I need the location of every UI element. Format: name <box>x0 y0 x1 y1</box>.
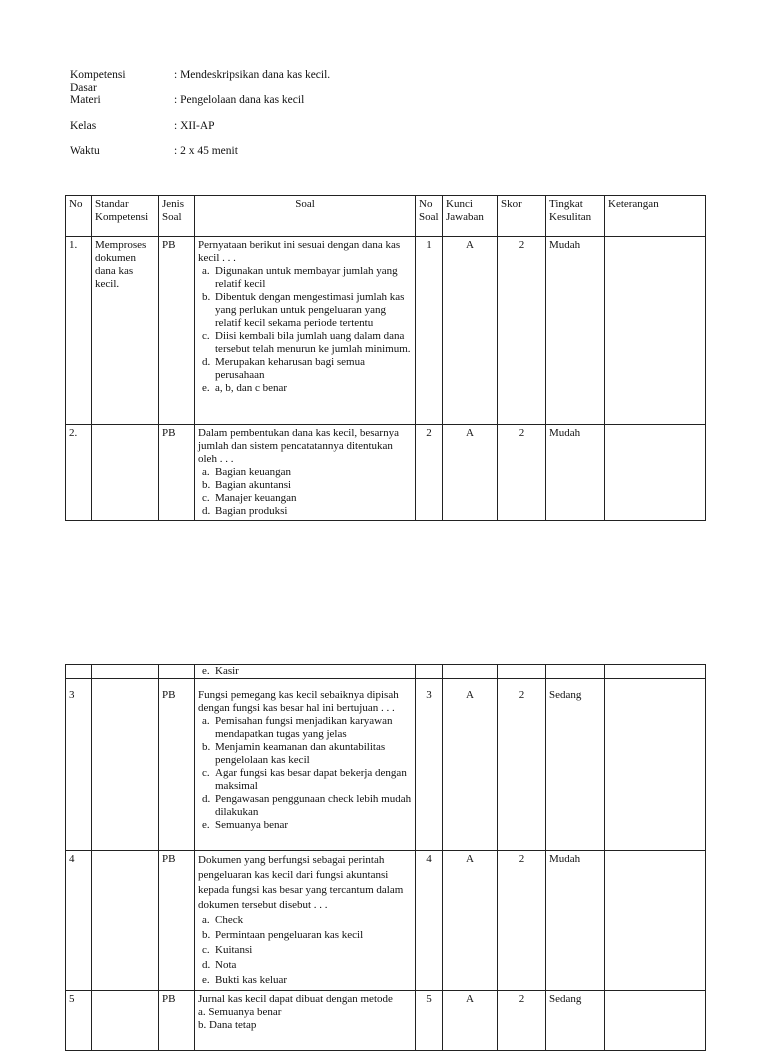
row-tingkat: Mudah <box>546 425 605 521</box>
row-keterangan <box>605 679 706 851</box>
row-tingkat: Mudah <box>546 237 605 425</box>
option-item: a. Semuanya benar <box>198 1006 282 1018</box>
option-item: b. Dana tetap <box>198 1019 257 1031</box>
option-item: a. Bagian keuangan <box>202 466 292 478</box>
header-keterangan: Keterangan <box>605 196 706 237</box>
header-jenis-soal: Jenis Soal <box>159 196 195 237</box>
row-jenis: PB <box>159 991 195 1051</box>
option-item: d. Nota <box>202 959 237 971</box>
question-text: Jurnal kas kecil dapat dibuat dengan metode <box>198 993 393 1005</box>
kompetensi-value: : Mendeskripsikan dana kas kecil. <box>174 69 331 81</box>
option-item: d. Bagian produksi <box>202 505 288 517</box>
option-item: d. Pengawasan penggunaan check lebih mudah dilakukan <box>202 793 412 818</box>
materi-value: : Pengelolaan dana kas kecil <box>174 94 305 106</box>
question-table-page-1 <box>65 195 706 521</box>
row-no: 5 <box>66 991 92 1051</box>
row-kunci: A <box>443 425 498 521</box>
header-soal: Soal <box>195 196 416 237</box>
row-standar <box>92 679 159 851</box>
row-keterangan <box>605 851 706 991</box>
question-text: Dalam pembentukan dana kas kecil, besarnya jumlah dan sistem pencatatannya ditentukan oleh . . . <box>198 427 399 465</box>
row-soal <box>195 679 416 851</box>
option-list <box>198 715 412 832</box>
waktu-label: Waktu <box>70 145 100 157</box>
row-keterangan <box>605 425 706 521</box>
header-skor: Skor <box>498 196 546 237</box>
row-keterangan <box>605 237 706 425</box>
row-kunci: A <box>443 991 498 1051</box>
option-item: c. Manajer keuangan <box>202 492 297 504</box>
row-kunci: A <box>443 237 498 425</box>
table-row-continued <box>66 665 706 679</box>
row-soal <box>195 665 416 679</box>
row-no: 1. <box>66 237 92 425</box>
option-item: c. Diisi kembali bila jumlah uang dalam dana tersebut telah menurun ke jumlah minimum. <box>202 330 411 355</box>
row-standar <box>92 991 159 1051</box>
row-tingkat: Sedang <box>546 991 605 1051</box>
option-item: e. Semuanya benar <box>202 819 288 831</box>
table-row <box>66 679 706 851</box>
question-text: Fungsi pemegang kas kecil sebaiknya dipisah dengan fungsi kas besar hal ini bertujuan . . . <box>198 689 399 714</box>
row-no-soal: 4 <box>416 851 443 991</box>
option-item: e. Kasir <box>202 665 239 677</box>
header-standar-kompetensi: Standar Kompetensi <box>92 196 159 237</box>
option-item: b. Dibentuk dengan mengestimasi jumlah kas yang perlukan untuk pengeluaran yang relatif kecil sekama periode tertentu <box>202 291 405 329</box>
option-item: b. Menjamin keamanan dan akuntabilitas pengelolaan kas kecil <box>202 741 386 766</box>
header-kunci-jawaban: Kunci Jawaban <box>443 196 498 237</box>
option-list <box>198 265 412 395</box>
row-tingkat: Mudah <box>546 851 605 991</box>
row-kunci: A <box>443 679 498 851</box>
row-soal <box>195 991 416 1051</box>
header-no-soal: No Soal <box>416 196 443 237</box>
row-tingkat: Sedang <box>546 679 605 851</box>
row-no-soal: 3 <box>416 679 443 851</box>
row-no: 3 <box>66 679 92 851</box>
option-item: c. Agar fungsi kas besar dapat bekerja dengan maksimal <box>202 767 407 792</box>
question-table-page-2 <box>65 664 706 1051</box>
row-kunci: A <box>443 851 498 991</box>
option-item: b. Bagian akuntansi <box>202 479 292 491</box>
option-list <box>198 665 412 678</box>
row-skor: 2 <box>498 679 546 851</box>
row-no-soal: 1 <box>416 237 443 425</box>
row-no-soal: 5 <box>416 991 443 1051</box>
materi-label: Materi <box>70 94 101 106</box>
header-no: No <box>66 196 92 237</box>
option-list <box>198 466 412 518</box>
row-standar: Memproses dokumen dana kas kecil. <box>92 237 159 425</box>
row-skor: 2 <box>498 991 546 1051</box>
row-soal <box>195 851 416 991</box>
row-skor: 2 <box>498 237 546 425</box>
table-row <box>66 425 706 521</box>
option-item: a. Pemisahan fungsi menjadikan karyawan mendapatkan tugas yang jelas <box>202 715 393 740</box>
option-list <box>198 913 412 988</box>
kompetensi-label: Kompetensi Dasar <box>70 69 126 94</box>
table-row <box>66 851 706 991</box>
row-soal <box>195 237 416 425</box>
question-text: Dokumen yang berfungsi sebagai perintah pengeluaran kas kecil dari fungsi akuntansi kepada fungsi kas besar yang tercantum dalam dokumen tersebut disebut . . . <box>198 854 404 911</box>
row-no: 4 <box>66 851 92 991</box>
table-row <box>66 237 706 425</box>
waktu-value: : 2 x 45 menit <box>174 145 238 157</box>
row-keterangan <box>605 991 706 1051</box>
option-item: e. a, b, dan c benar <box>202 382 288 394</box>
header-tingkat-kesulitan: Tingkat Kesulitan <box>546 196 605 237</box>
row-skor: 2 <box>498 425 546 521</box>
kelas-value: : XII-AP <box>174 120 215 132</box>
table-row <box>66 991 706 1051</box>
kelas-label: Kelas <box>70 120 97 132</box>
row-jenis: PB <box>159 679 195 851</box>
row-no-soal: 2 <box>416 425 443 521</box>
row-standar <box>92 425 159 521</box>
option-item: b. Permintaan pengeluaran kas kecil <box>202 929 364 941</box>
option-item: a. Check <box>202 914 244 926</box>
option-item: c. Kuitansi <box>202 944 253 956</box>
table-header-row <box>66 196 706 237</box>
option-item: e. Bukti kas keluar <box>202 974 288 986</box>
row-skor: 2 <box>498 851 546 991</box>
row-no: 2. <box>66 425 92 521</box>
question-text: Pernyataan berikut ini sesuai dengan dana kas kecil . . . <box>198 239 401 264</box>
row-jenis: PB <box>159 851 195 991</box>
row-jenis: PB <box>159 425 195 521</box>
row-soal <box>195 425 416 521</box>
row-standar <box>92 851 159 991</box>
row-jenis: PB <box>159 237 195 425</box>
option-item: d. Merupakan keharusan bagi semua perusahaan <box>202 356 365 381</box>
option-item: a. Digunakan untuk membayar jumlah yang relatif kecil <box>202 265 398 290</box>
